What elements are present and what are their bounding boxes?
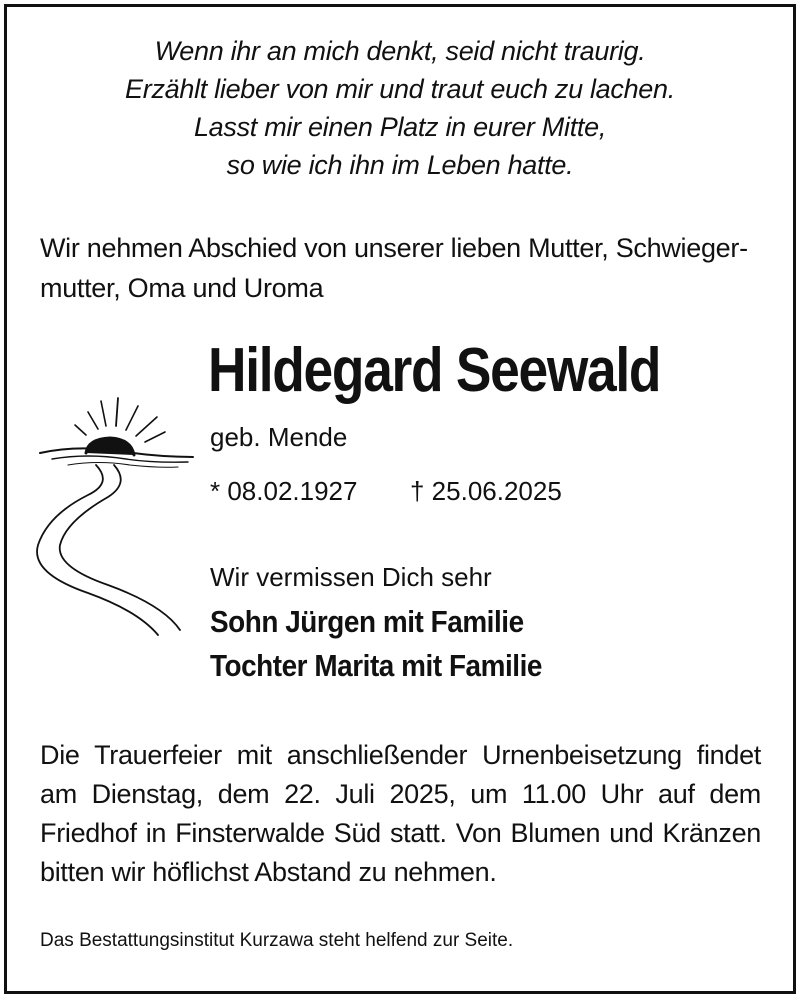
poem-line: Erzählt lieber von mir und traut euch zu lachen. (125, 74, 675, 104)
poem-line: Wenn ihr an mich denkt, seid nicht traurig. (154, 36, 646, 66)
mourners-list (210, 600, 579, 688)
farewell-intro-line: Wir nehmen Abschied von unserer lieben Mutter, Schwieger- (40, 233, 748, 263)
funeral-notice-line: Friedhof in Finsterwalde Süd statt. Von Blumen und Kränzen (40, 818, 761, 848)
birth-name: geb. Mende (210, 422, 348, 452)
mourner-family: Tochter Marita mit Familie (210, 648, 542, 683)
funeral-notice-line: bitten wir höflichst Abstand zu nehmen. (40, 857, 497, 887)
mourners-intro: Wir vermissen Dich sehr (210, 562, 492, 592)
undertaker-note: Das Bestattungsinstitut Kurzawa steht helfend zur Seite. (40, 930, 514, 951)
funeral-notice-line: Die Trauerfeier mit anschließender Urnenbeisetzung findet (40, 740, 761, 770)
poem-line: so wie ich ihn im Leben hatte. (226, 150, 574, 180)
deceased-name: Hildegard Seewald (208, 336, 661, 405)
poem (40, 32, 760, 184)
farewell-intro (40, 228, 765, 308)
birth-date: * 08.02.1927 (210, 476, 358, 506)
mourner-family: Sohn Jürgen mit Familie (210, 604, 524, 639)
poem-line: Lasst mir einen Platz in eurer Mitte, (193, 112, 607, 142)
funeral-notice (40, 736, 761, 892)
sunrise-path-icon (18, 395, 203, 640)
death-date: † 25.06.2025 (410, 476, 562, 506)
funeral-notice-line: am Dienstag, dem 22. Juli 2025, um 11.00 Uhr auf dem (40, 779, 761, 809)
farewell-intro-line: mutter, Oma und Uroma (40, 273, 324, 303)
life-dates (210, 474, 562, 508)
